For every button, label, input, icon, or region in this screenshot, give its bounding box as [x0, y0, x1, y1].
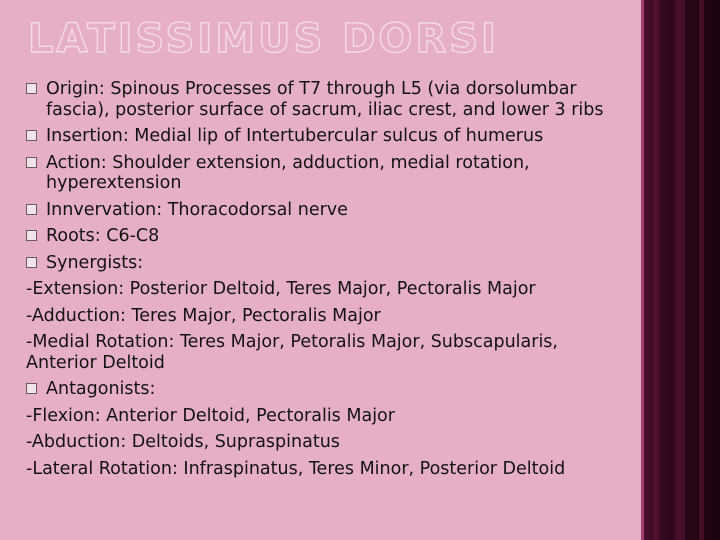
line-text: -Extension: Posterior Deltoid, Teres Major, Pectoralis Major: [26, 279, 536, 299]
slide-body: [26, 79, 630, 485]
sub-item: [26, 432, 630, 453]
line-text: -Medial Rotation: Teres Major, Petoralis Major, Subscapularis, Anterior Deltoid: [26, 332, 558, 373]
slide-title: LATISSIMUS DORSI: [28, 16, 499, 62]
bullet-item: [26, 200, 630, 221]
bullet-item: [26, 379, 630, 400]
band-stripe: [675, 0, 685, 540]
sub-item: [26, 279, 630, 300]
sub-item: [26, 332, 630, 373]
bullet-box-icon: [26, 230, 37, 241]
bullet-item: [26, 153, 630, 194]
line-text: -Abduction: Deltoids, Supraspinatus: [26, 432, 340, 452]
line-text: Innvervation: Thoracodorsal nerve: [46, 199, 348, 220]
bullet-item: [26, 226, 630, 247]
bullet-item: [26, 253, 630, 274]
line-text: Insertion: Medial lip of Intertubercular sulcus of humerus: [46, 126, 544, 146]
bullet-box-icon: [26, 83, 37, 94]
bullet-item: [26, 126, 630, 147]
sub-item: [26, 306, 630, 327]
line-text: Roots: C6-C8: [46, 226, 160, 246]
bullet-item: [26, 79, 630, 120]
decorative-side-band: [641, 0, 720, 540]
bullet-box-icon: [26, 204, 37, 215]
line-text: Action: Shoulder extension, adduction, medial rotation, hyperextension: [46, 152, 530, 193]
bullet-box-icon: [26, 130, 37, 141]
band-stripe: [653, 0, 659, 540]
line-text: Origin: Spinous Processes of T7 through L5 (via dorsolumbar fascia), posterior surface of sacrum, iliac crest, and lower 3 ribs: [46, 79, 604, 120]
bullet-box-icon: [26, 257, 37, 268]
sub-item: [26, 459, 630, 480]
line-text: -Adduction: Teres Major, Pectoralis Major: [26, 305, 381, 326]
sub-item: [26, 406, 630, 427]
band-stripe: [699, 0, 704, 540]
line-text: Antagonists:: [46, 379, 156, 399]
bullet-box-icon: [26, 383, 37, 394]
line-text: Synergists:: [46, 252, 144, 273]
line-text: -Lateral Rotation: Infraspinatus, Teres Minor, Posterior Deltoid: [26, 458, 566, 479]
line-text: -Flexion: Anterior Deltoid, Pectoralis Major: [26, 405, 395, 426]
bullet-box-icon: [26, 157, 37, 168]
